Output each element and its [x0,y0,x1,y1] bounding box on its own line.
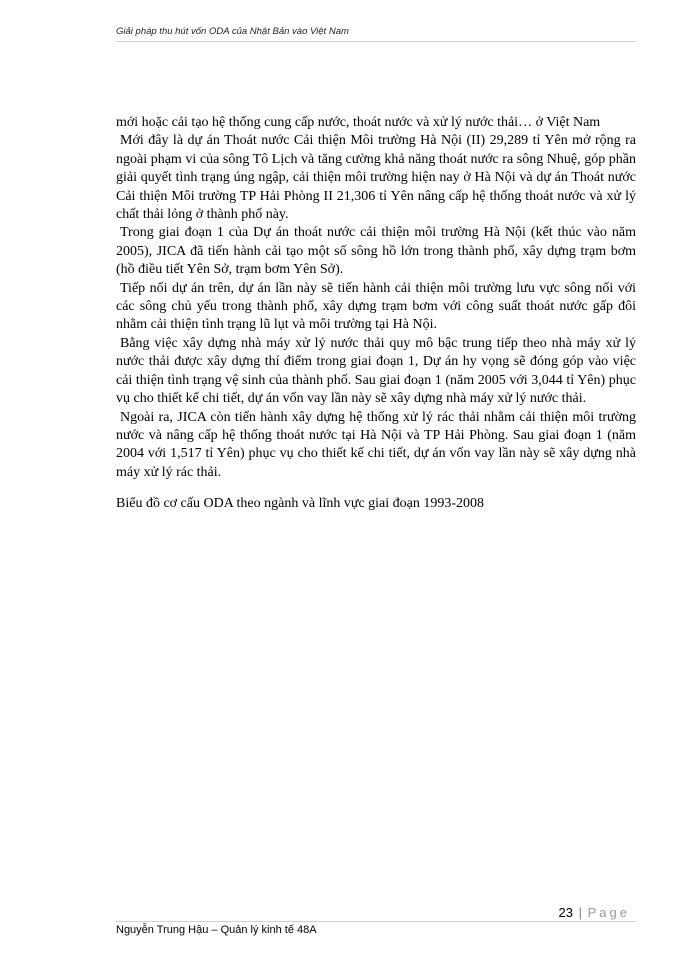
page-word: Page [587,905,630,920]
footer-divider [116,921,636,922]
running-header: Giải pháp thu hút vốn ODA của Nhật Bản vào Việt Nam [116,26,636,42]
paragraph-continuation: mới hoặc cải tạo hệ thống cung cấp nước, thoát nước và xử lý nước thải… ở Việt Nam [116,115,601,130]
paragraph-continuation-project: Tiếp nối dự án trên, dự án lần này sẽ tiến hành cải thiện môi trường lưu vực sông nối với các sông chủ yếu trong thành phố, xây dựng trạm bơm với công suất thoát nước gấp đôi nhằm cải thiện tình trạng lũ lụt và môi trường tại Hà Nội. [116,280,636,333]
body-text [116,114,636,514]
paragraph-waste-treatment: Ngoài ra, JICA còn tiến hành xây dựng hệ thống xử lý rác thải nhằm cải thiện môi trường nước và nâng cấp hệ thống thoát nước tại Hà Nội và TP Hải Phòng. Sau giai đoạn 1 (năm 2004 với 1,517 tỉ Yên) phục vụ cho thiết kế chi tiết, dự án vốn vay lần này sẽ xây dựng nhà máy xử lý rác thải. [116,409,636,480]
paragraph-wastewater-plant: Bằng việc xây dựng nhà máy xử lý nước thải quy mô bậc trung tiếp theo nhà máy xử lý nước thải được xây dựng thí điểm trong giai đoạn 1, Dự án hy vọng sẽ đóng góp vào việc cải thiện tình trạng vệ sinh của thành phố. Sau giai đoạn 1 (năm 2005 với 3,044 tỉ Yên) phục vụ cho thiết kế chi tiết, dự án vốn vay lần này sẽ xây dựng nhà máy xử lý nước thải. [116,335,636,407]
paragraph-phase-one: Trong giai đoạn 1 của Dự án thoát nước cải thiện môi trường Hà Nội (kết thúc vào năm 2005), JICA đã tiến hành cải tạo một số sông hồ lớn trong thành phố, xây dựng trạm bơm (hồ điều tiết Yên Sở, trạm bơm Yên Sở). [116,225,636,278]
footer-author: Nguyễn Trung Hậu – Quản lý kinh tế 48A [116,924,317,936]
page-number [559,905,630,920]
chart-caption: Biểu đồ cơ cấu ODA theo ngành và lĩnh vực giai đoạn 1993-2008 [116,496,485,512]
paragraph-hanoi-haiphong-projects: Mới đây là dự án Thoát nước Cải thiện Môi trường Hà Nội (II) 29,289 tỉ Yên mở rộng ra ngoài phạm vi của sông Tô Lịch và tăng cường khả năng thoát nước ra sông Nhuệ, góp phần giải quyết tình trạng úng ngập, cải thiện môi trường hiện nay ở Hà Nội và dự án Thoát nước Cải thiện Môi trường TP Hải Phòng II 21,306 tỉ Yên nâng cấp hệ thống thoát nước và xử lý chất thải lỏng ở thành phố này. [116,133,636,223]
page-number-value: 23 [558,905,573,920]
page-separator: | [578,905,582,920]
